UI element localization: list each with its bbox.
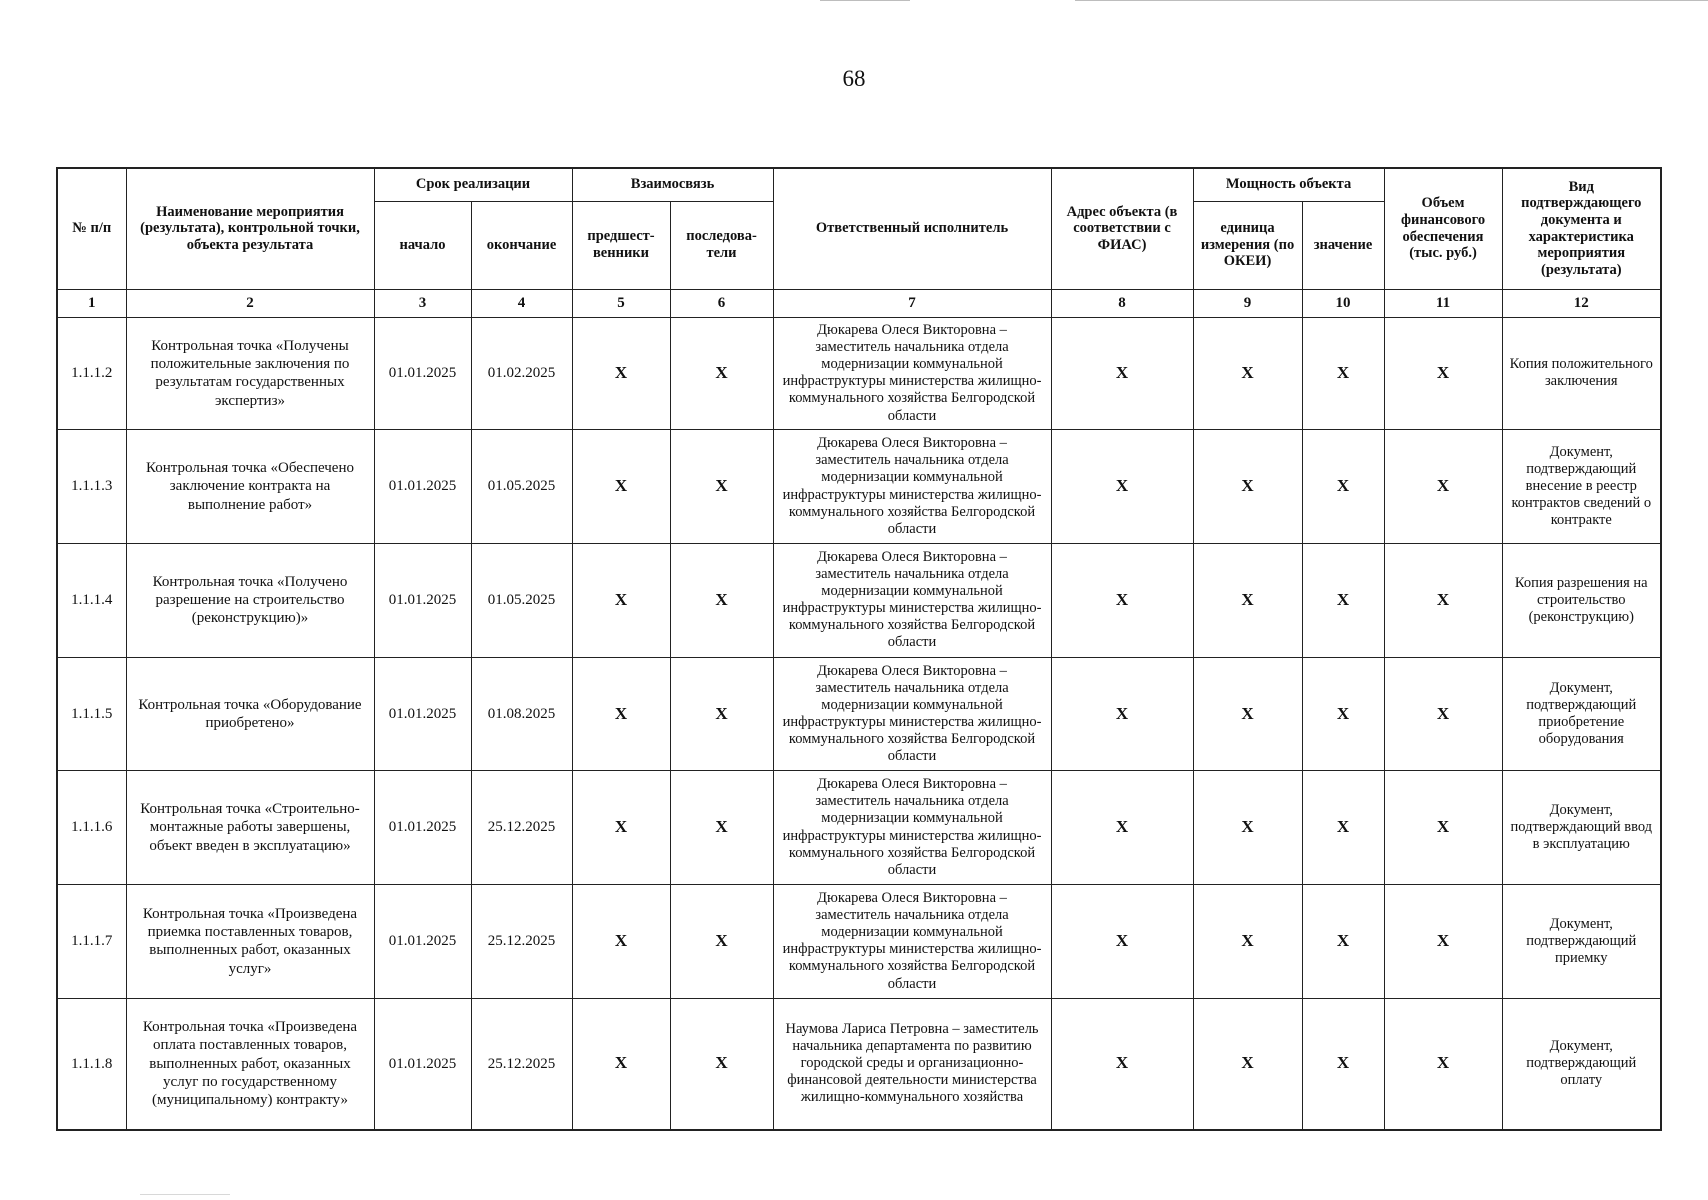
responsible-executor: Дюкарева Олеся Викторовна – заместитель начальника отдела модернизации коммунальной инфраструктуры министерства жилищно-коммунального хозяйства Белгородской области bbox=[773, 657, 1051, 771]
start-date: 01.01.2025 bbox=[374, 317, 471, 430]
predecessors-cell: X bbox=[572, 657, 670, 771]
control-points-table bbox=[56, 167, 1662, 1131]
successors-cell: X bbox=[670, 771, 773, 885]
confirming-document: Документ, подтверждающий приемку bbox=[1502, 884, 1661, 998]
control-point-name: Контрольная точка «Получены положительные заключения по результатам государственных экспертиз» bbox=[126, 317, 374, 430]
successors-cell: X bbox=[670, 543, 773, 657]
control-point-name: Контрольная точка «Обеспечено заключение контракта на выполнение работ» bbox=[126, 430, 374, 544]
unit-cell: X bbox=[1193, 884, 1302, 998]
address-cell: X bbox=[1051, 317, 1193, 430]
successors-cell: X bbox=[670, 657, 773, 771]
end-date: 25.12.2025 bbox=[471, 884, 572, 998]
successors-cell: X bbox=[670, 430, 773, 544]
address-cell: X bbox=[1051, 884, 1193, 998]
unit-cell: X bbox=[1193, 317, 1302, 430]
column-number: 2 bbox=[126, 289, 374, 317]
end-date: 01.02.2025 bbox=[471, 317, 572, 430]
header-name: Наименование мероприятия (результата), контрольной точки, объекта результата bbox=[126, 168, 374, 289]
address-cell: X bbox=[1051, 543, 1193, 657]
header-doc-type: Вид подтверждающего документа и характеристика мероприятия (результата) bbox=[1502, 168, 1661, 289]
value-cell: X bbox=[1302, 317, 1384, 430]
header-unit: единица измерения (по ОКЕИ) bbox=[1193, 201, 1302, 289]
header-address: Адрес объекта (в соответствии с ФИАС) bbox=[1051, 168, 1193, 289]
value-cell: X bbox=[1302, 884, 1384, 998]
scan-top-edge-line bbox=[1075, 0, 1708, 1]
row-number: 1.1.1.5 bbox=[57, 657, 126, 771]
successors-cell: X bbox=[670, 884, 773, 998]
confirming-document: Копия положительного заключения bbox=[1502, 317, 1661, 430]
header-link: Взаимосвязь bbox=[572, 168, 773, 201]
header-finance: Объем финансового обеспечения (тыс. руб.) bbox=[1384, 168, 1502, 289]
start-date: 01.01.2025 bbox=[374, 543, 471, 657]
confirming-document: Документ, подтверждающий внесение в реестр контрактов сведений о контракте bbox=[1502, 430, 1661, 544]
scan-top-edge-line bbox=[820, 0, 910, 1]
column-number: 6 bbox=[670, 289, 773, 317]
control-point-name: Контрольная точка «Произведена оплата поставленных товаров, выполненных работ, оказанных услуг по государственному (муниципальному) контракту» bbox=[126, 998, 374, 1130]
header-start: начало bbox=[374, 201, 471, 289]
responsible-executor: Дюкарева Олеся Викторовна – заместитель начальника отдела модернизации коммунальной инфраструктуры министерства жилищно-коммунального хозяйства Белгородской области bbox=[773, 884, 1051, 998]
unit-cell: X bbox=[1193, 771, 1302, 885]
address-cell: X bbox=[1051, 657, 1193, 771]
column-numbers-row bbox=[57, 289, 1661, 317]
column-number: 9 bbox=[1193, 289, 1302, 317]
unit-cell: X bbox=[1193, 998, 1302, 1130]
value-cell: X bbox=[1302, 543, 1384, 657]
column-number: 3 bbox=[374, 289, 471, 317]
table-row bbox=[57, 317, 1661, 430]
column-number: 10 bbox=[1302, 289, 1384, 317]
finance-cell: X bbox=[1384, 657, 1502, 771]
row-number: 1.1.1.7 bbox=[57, 884, 126, 998]
column-number: 11 bbox=[1384, 289, 1502, 317]
column-number: 8 bbox=[1051, 289, 1193, 317]
confirming-document: Копия разрешения на строительство (реконструкцию) bbox=[1502, 543, 1661, 657]
control-point-name: Контрольная точка «Оборудование приобретено» bbox=[126, 657, 374, 771]
header-predecessors: предшест-венники bbox=[572, 201, 670, 289]
responsible-executor: Дюкарева Олеся Викторовна – заместитель начальника отдела модернизации коммунальной инфраструктуры министерства жилищно-коммунального хозяйства Белгородской области bbox=[773, 543, 1051, 657]
header-value: значение bbox=[1302, 201, 1384, 289]
successors-cell: X bbox=[670, 317, 773, 430]
end-date: 25.12.2025 bbox=[471, 998, 572, 1130]
column-number: 7 bbox=[773, 289, 1051, 317]
table-row bbox=[57, 998, 1661, 1130]
address-cell: X bbox=[1051, 771, 1193, 885]
table-header bbox=[57, 168, 1661, 317]
row-number: 1.1.1.6 bbox=[57, 771, 126, 885]
table-body bbox=[57, 317, 1661, 1130]
responsible-executor: Дюкарева Олеся Викторовна – заместитель начальника отдела модернизации коммунальной инфраструктуры министерства жилищно-коммунального хозяйства Белгородской области bbox=[773, 771, 1051, 885]
predecessors-cell: X bbox=[572, 998, 670, 1130]
value-cell: X bbox=[1302, 430, 1384, 544]
successors-cell: X bbox=[670, 998, 773, 1130]
end-date: 01.05.2025 bbox=[471, 543, 572, 657]
responsible-executor: Наумова Лариса Петровна – заместитель начальника департамента по развитию городской среды и организационно-финансовой деятельности министерства жилищно-коммунального хозяйства bbox=[773, 998, 1051, 1130]
finance-cell: X bbox=[1384, 771, 1502, 885]
row-number: 1.1.1.4 bbox=[57, 543, 126, 657]
predecessors-cell: X bbox=[572, 884, 670, 998]
predecessors-cell: X bbox=[572, 317, 670, 430]
unit-cell: X bbox=[1193, 657, 1302, 771]
end-date: 01.05.2025 bbox=[471, 430, 572, 544]
table-row bbox=[57, 771, 1661, 885]
column-number: 12 bbox=[1502, 289, 1661, 317]
column-number: 4 bbox=[471, 289, 572, 317]
table-row bbox=[57, 657, 1661, 771]
predecessors-cell: X bbox=[572, 771, 670, 885]
header-executor: Ответственный исполнитель bbox=[773, 168, 1051, 289]
header-num: № п/п bbox=[57, 168, 126, 289]
row-number: 1.1.1.8 bbox=[57, 998, 126, 1130]
column-number: 5 bbox=[572, 289, 670, 317]
value-cell: X bbox=[1302, 657, 1384, 771]
finance-cell: X bbox=[1384, 317, 1502, 430]
scan-bottom-mark bbox=[140, 1194, 230, 1195]
confirming-document: Документ, подтверждающий ввод в эксплуатацию bbox=[1502, 771, 1661, 885]
table-row bbox=[57, 543, 1661, 657]
value-cell: X bbox=[1302, 771, 1384, 885]
end-date: 01.08.2025 bbox=[471, 657, 572, 771]
finance-cell: X bbox=[1384, 998, 1502, 1130]
address-cell: X bbox=[1051, 430, 1193, 544]
page-number: 68 bbox=[842, 66, 866, 91]
address-cell: X bbox=[1051, 998, 1193, 1130]
finance-cell: X bbox=[1384, 884, 1502, 998]
control-point-name: Контрольная точка «Получено разрешение на строительство (реконструкцию)» bbox=[126, 543, 374, 657]
row-number: 1.1.1.3 bbox=[57, 430, 126, 544]
row-number: 1.1.1.2 bbox=[57, 317, 126, 430]
unit-cell: X bbox=[1193, 543, 1302, 657]
finance-cell: X bbox=[1384, 543, 1502, 657]
predecessors-cell: X bbox=[572, 543, 670, 657]
start-date: 01.01.2025 bbox=[374, 998, 471, 1130]
finance-cell: X bbox=[1384, 430, 1502, 544]
start-date: 01.01.2025 bbox=[374, 657, 471, 771]
header-period: Срок реализации bbox=[374, 168, 572, 201]
header-successors: последова-тели bbox=[670, 201, 773, 289]
column-number: 1 bbox=[57, 289, 126, 317]
header-capacity: Мощность объекта bbox=[1193, 168, 1384, 201]
control-point-name: Контрольная точка «Строительно-монтажные работы завершены, объект введен в эксплуатацию» bbox=[126, 771, 374, 885]
value-cell: X bbox=[1302, 998, 1384, 1130]
table-row bbox=[57, 430, 1661, 544]
header-end: окончание bbox=[471, 201, 572, 289]
start-date: 01.01.2025 bbox=[374, 771, 471, 885]
unit-cell: X bbox=[1193, 430, 1302, 544]
responsible-executor: Дюкарева Олеся Викторовна – заместитель начальника отдела модернизации коммунальной инфраструктуры министерства жилищно-коммунального хозяйства Белгородской области bbox=[773, 430, 1051, 544]
predecessors-cell: X bbox=[572, 430, 670, 544]
confirming-document: Документ, подтверждающий приобретение оборудования bbox=[1502, 657, 1661, 771]
control-point-name: Контрольная точка «Произведена приемка поставленных товаров, выполненных работ, оказанных услуг» bbox=[126, 884, 374, 998]
table-row bbox=[57, 884, 1661, 998]
end-date: 25.12.2025 bbox=[471, 771, 572, 885]
confirming-document: Документ, подтверждающий оплату bbox=[1502, 998, 1661, 1130]
start-date: 01.01.2025 bbox=[374, 430, 471, 544]
start-date: 01.01.2025 bbox=[374, 884, 471, 998]
responsible-executor: Дюкарева Олеся Викторовна – заместитель начальника отдела модернизации коммунальной инфраструктуры министерства жилищно-коммунального хозяйства Белгородской области bbox=[773, 317, 1051, 430]
